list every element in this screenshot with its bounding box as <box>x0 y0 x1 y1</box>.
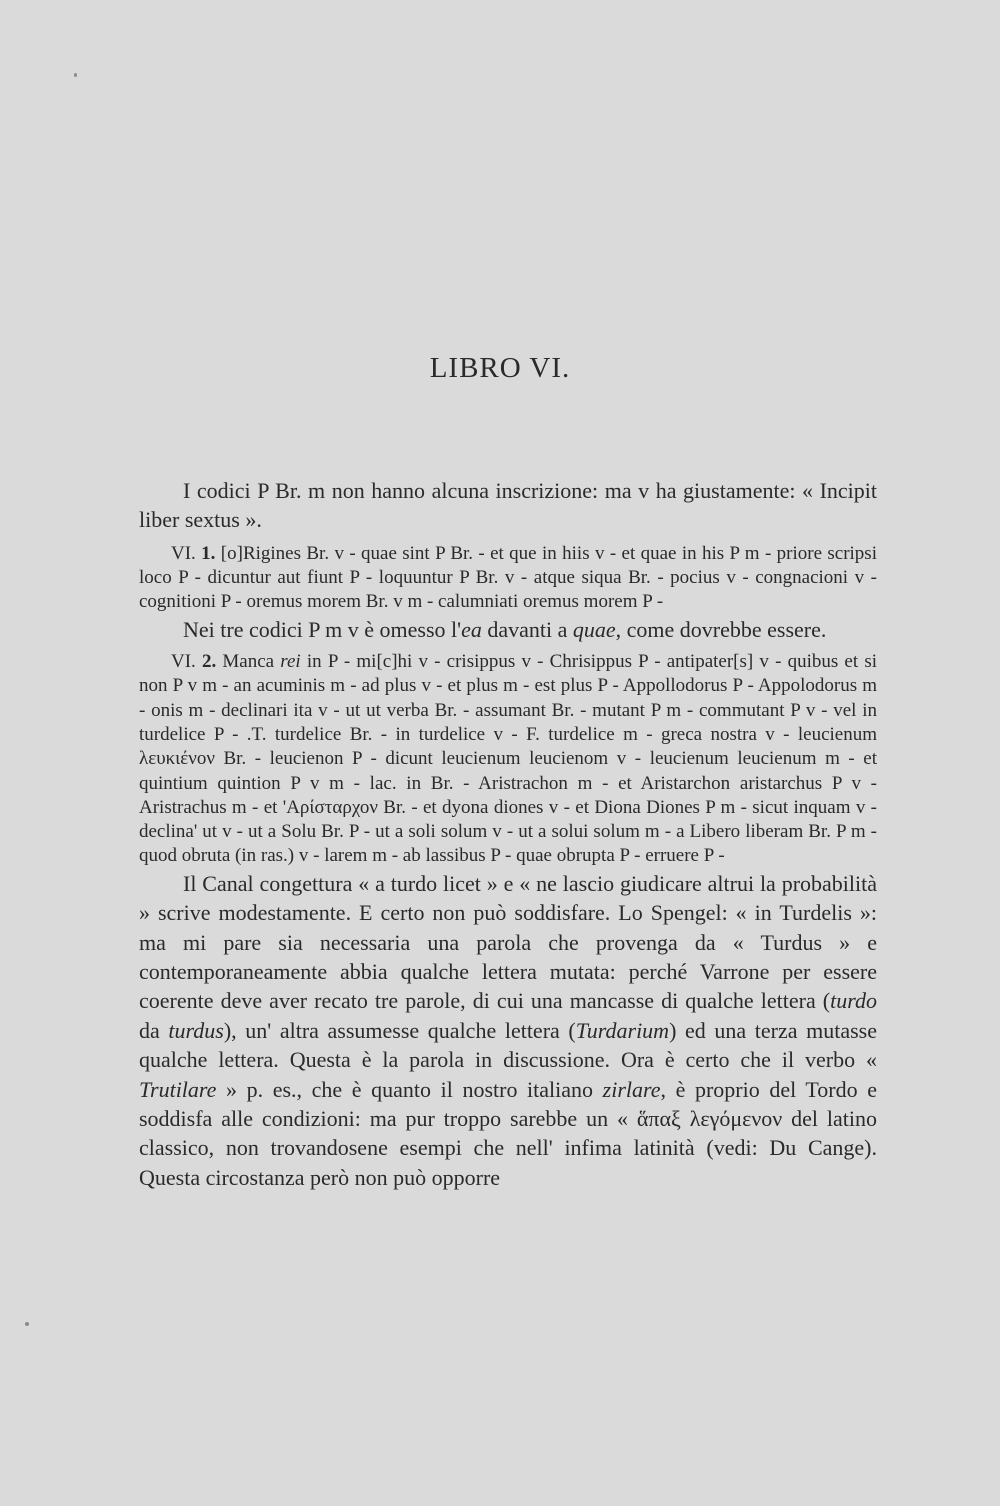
commentary-paragraph-1 <box>139 615 877 644</box>
italic-term: quae <box>572 616 616 642</box>
text-run: ), un' altra assumesse qualche lettera ( <box>223 1017 576 1043</box>
spacer <box>139 535 877 542</box>
italic-term: Turdarium <box>575 1017 670 1043</box>
note-ref-number: 1. <box>201 542 216 564</box>
italic-term: turdus <box>168 1017 224 1043</box>
text-run: Il Canal congettura « a turdo licet » e « ne lascio giudicare altrui la probabilità » scrive modestamente. E certo non può soddisfare. Lo Spengel: « in Turdelis »: ma mi pare sia necessaria una parola che provenga da « Turdus » e contemporaneamente abbia qualche lettera mutata: perché Varrone per essere coerente deve aver recato tre parole, di cui una mancasse di qualche lettera ( <box>139 870 877 1014</box>
text-run: davanti a <box>481 616 573 642</box>
italic-term: ea <box>461 616 482 642</box>
critical-note-1 <box>139 542 877 615</box>
text-run: Nei tre codici P m v è omesso l' <box>183 616 462 642</box>
text-run: , come dovrebbe essere. <box>615 616 827 642</box>
italic-term: zirlare <box>602 1076 661 1102</box>
italic-term: Trutilare <box>139 1076 217 1102</box>
note-ref-label: VI. <box>171 542 202 564</box>
note-ref-label: VI. <box>171 651 202 673</box>
chapter-title: LIBRO VI. <box>429 352 571 384</box>
text-run: Manca <box>216 651 281 673</box>
text-run: » p. es., che è quanto il nostro italiano <box>216 1076 603 1102</box>
text-run: ) ed una terza mutasse qualche lettera. Questa è la parola in discussione. Ora è certo che il verbo « <box>139 1017 877 1073</box>
note-ref-number: 2. <box>201 651 217 673</box>
text-run: da <box>139 1017 169 1043</box>
paper-speck <box>74 73 77 77</box>
note-text: [o]Rigines Br. v - quae sint P Br. - et que in hiis v - et quae in his P m - priore scripsi loco P - dicuntur aut fiunt P - loquuntur P Br. v - atque siqua Br. - pocius v - congnacioni v - cognitioni P - oremus morem Br. v m - calumniati oremus morem P - <box>139 542 877 613</box>
paper-speck <box>25 1322 29 1326</box>
critical-note-2 <box>139 650 877 869</box>
italic-term: rei <box>280 651 301 673</box>
commentary-paragraph-2 <box>139 869 877 1192</box>
page-body <box>139 476 877 1192</box>
text-run: in P - mi[c]hi v - crisippus v - Chrisippus P - antipater[s] v - quibus et si non P v m - an acuminis m - ad plus v - et plus m - est plus P - Appollodorus P - Appolodorus m - onis m - declinari ita v - ut ut verba Br. - assumant Br. - mutant P m - commutant P v - vel in turdelice P - .T. turdelice Br. - in turdelice v - F. turdelice m - greca nostra v - leucienum λευκιένον Br. - leucienon P - dicunt leucienum leucienom v - leucienum leucienum m - et quintium quintion P v m - lac. in Br. - Aristrachon m - et Aristarchon aristarchus P v - Aristrachus m - et 'Αρίσταρχον Br. - et dyona diones v - et Diona Diones P m - sicut inquam v - declina' ut v - ut a Solu Br. P - ut a soli solum v - ut a solui solum m - a Libero liberam Br. P m - quod obruta (in ras.) v - larem m - ab lassibus P - quae obrupta P - erruere P - <box>139 651 877 867</box>
italic-term: turdo <box>830 988 877 1014</box>
intro-paragraph: I codici P Br. m non hanno alcuna inscrizione: ma v ha giustamente: « Incipit liber sextus ». <box>139 478 877 533</box>
text-run: , è proprio del Tordo e soddisfa alle condizioni: ma pur troppo sarebbe un « ἅπαξ λεγόμενον del latino classico, non trovandosene esempi che nell' infima latinità (vedi: Du Cange). Questa circostanza però non può opporre <box>139 1076 877 1190</box>
